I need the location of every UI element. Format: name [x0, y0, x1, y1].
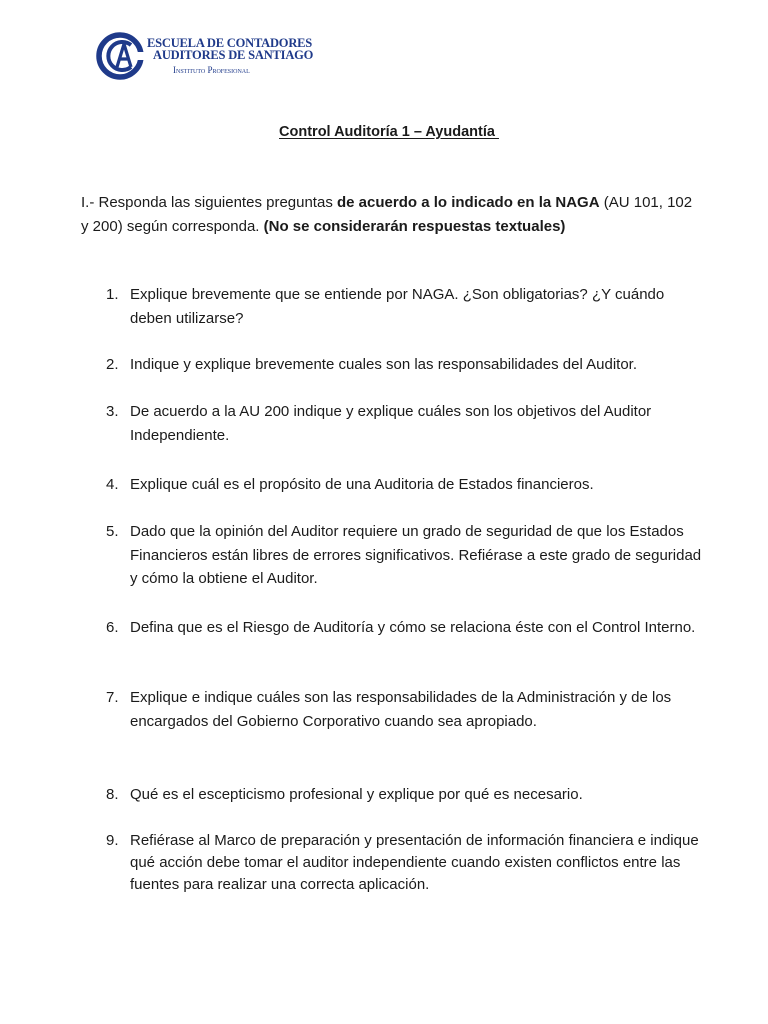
question-item — [106, 520, 706, 591]
institution-logo-icon — [95, 31, 145, 81]
question-text: Indique y explique brevemente cuales son las responsabilidades del Auditor. — [130, 356, 637, 373]
question-item — [106, 353, 706, 377]
question-item — [106, 473, 706, 497]
question-text: De acuerdo a la AU 200 indique y explique cuáles son los objetivos del Auditor Independiente. — [130, 403, 652, 444]
instructions-bold-2: (No se considerarán respuestas textuales) — [263, 218, 566, 235]
question-text: Defina que es el Riesgo de Auditoría y cómo se relaciona éste con el Control Interno. — [130, 619, 696, 636]
question-text: Dado que la opinión del Auditor requiere un grado de seguridad de que los Estados Financieros están libres de errores significativos. Refiérase a este grado de seguridad y cómo la obtiene el Auditor. — [130, 523, 702, 587]
question-item — [106, 616, 706, 640]
instructions-text-2: (AU 101, 102 y 200) según corresponda. — [81, 194, 693, 235]
question-item — [106, 783, 706, 807]
institution-name-line1: ESCUELA DE CONTADORES — [147, 36, 313, 50]
instructions-text-1: I.- Responda las siguientes preguntas — [81, 194, 337, 211]
question-text: Refiérase al Marco de preparación y presentación de información financiera e indique qué acción debe tomar el auditor independiente cuando existen conflictos entre las fuentes para realizar una correcta aplicación. — [130, 832, 699, 893]
question-text: Qué es el escepticismo profesional y explique por qué es necesario. — [130, 786, 583, 803]
institution-subtitle: Instituto Profesional — [173, 65, 250, 75]
question-item — [106, 400, 706, 447]
question-number: 2. — [106, 356, 119, 373]
institution-name — [147, 37, 313, 76]
question-number: 8. — [106, 786, 119, 803]
question-text: Explique cuál es el propósito de una Auditoria de Estados financieros. — [130, 476, 594, 493]
page-title: Control Auditoría 1 – Ayudantía — [279, 124, 499, 140]
question-number: 1. — [106, 286, 119, 303]
institution-logo — [95, 31, 355, 83]
question-text: Explique brevemente que se entiende por NAGA. ¿Son obligatorias? ¿Y cuándo deben utilizarse? — [130, 286, 665, 327]
question-number: 5. — [106, 523, 119, 540]
question-item — [106, 283, 706, 330]
question-number: 7. — [106, 689, 119, 706]
question-text: Explique e indique cuáles son las responsabilidades de la Administración y de los encargados del Gobierno Corporativo cuando sea apropiado. — [130, 689, 672, 730]
question-number: 4. — [106, 476, 119, 493]
question-item — [106, 686, 706, 733]
instructions-paragraph — [81, 191, 701, 239]
question-number: 3. — [106, 403, 119, 420]
instructions-bold-1: de acuerdo a lo indicado en la NAGA — [337, 194, 600, 211]
question-number: 6. — [106, 619, 119, 636]
question-item — [106, 830, 706, 896]
question-number: 9. — [106, 832, 119, 849]
institution-name-line2: AUDITORES DE SANTIAGO — [153, 48, 314, 62]
